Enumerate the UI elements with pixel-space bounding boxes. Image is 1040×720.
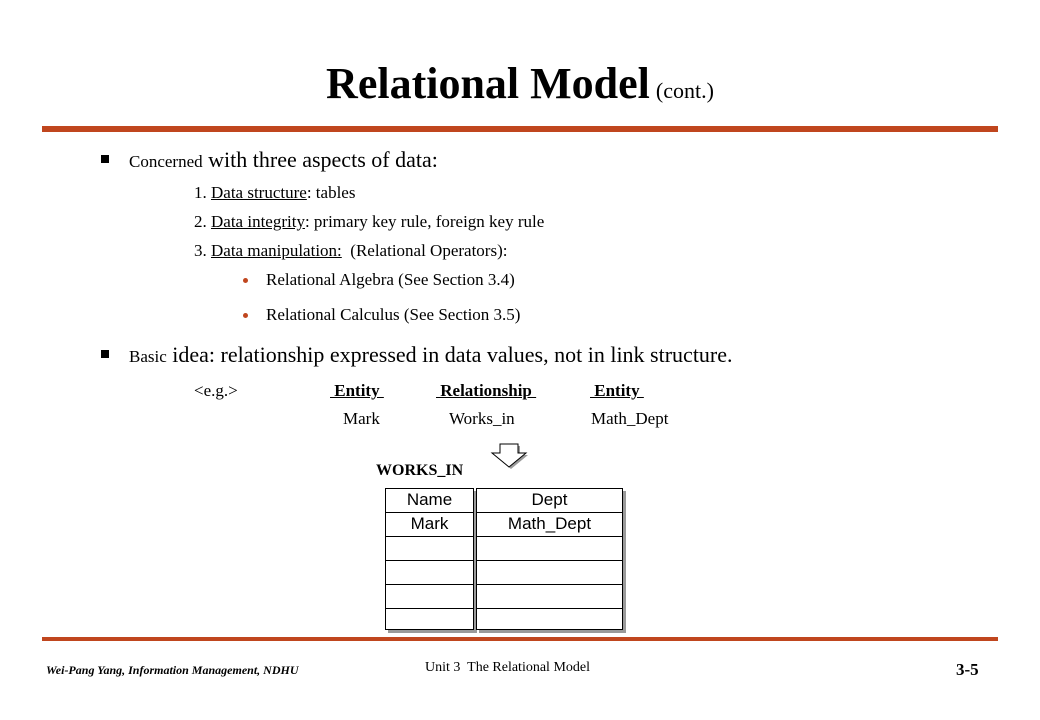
table-cell: Math_Dept <box>477 513 622 537</box>
list-item-2: 2. Data integrity: primary key rule, foreign key rule <box>194 212 545 231</box>
down-arrow-icon <box>490 443 532 473</box>
sub-item-1: Relational Algebra (See Section 3.4) <box>266 270 515 289</box>
table-cell <box>477 585 622 609</box>
table-column-dept <box>476 488 623 630</box>
title-main: Relational Model <box>326 59 650 108</box>
table-cell <box>477 609 622 633</box>
title-sub: (cont.) <box>655 78 714 103</box>
example-header-entity-2: Entity <box>590 381 644 400</box>
dot-bullet-icon <box>243 313 248 318</box>
table-header-dept: Dept <box>477 489 622 513</box>
example-header-entity-1: Entity <box>330 381 384 400</box>
example-value-entity-1: Mark <box>343 409 380 428</box>
table-cell <box>386 537 473 561</box>
table-cell <box>386 585 473 609</box>
table-header-name: Name <box>386 489 473 513</box>
footer-divider <box>42 637 998 641</box>
square-bullet-icon <box>101 155 109 163</box>
page-number: 3-5 <box>956 660 979 679</box>
section1-heading: Concerned with three aspects of data: <box>129 147 438 172</box>
table-cell <box>386 561 473 585</box>
footer-unit: Unit 3 The Relational Model <box>425 660 590 675</box>
slide-title <box>0 58 1040 109</box>
title-divider <box>42 126 998 132</box>
example-header-relationship: Relationship <box>436 381 537 400</box>
table-cell <box>477 561 622 585</box>
sub-item-2: Relational Calculus (See Section 3.5) <box>266 305 521 324</box>
example-label: <e.g.> <box>194 381 238 400</box>
table-name: WORKS_IN <box>376 462 464 479</box>
table-cell <box>477 537 622 561</box>
table-cell <box>386 609 473 633</box>
dot-bullet-icon <box>243 278 248 283</box>
square-bullet-icon <box>101 350 109 358</box>
table-cell: Mark <box>386 513 473 537</box>
table-column-name <box>385 488 474 630</box>
footer-author: Wei-Pang Yang, Information Management, NDHU <box>46 663 299 677</box>
list-item-3: 3. Data manipulation: (Relational Operators): <box>194 241 508 260</box>
section2-heading: Basic idea: relationship expressed in data values, not in link structure. <box>129 342 733 367</box>
example-value-entity-2: Math_Dept <box>591 409 669 428</box>
list-item-1: 1. Data structure: tables <box>194 183 356 202</box>
example-value-relationship: Works_in <box>449 409 515 428</box>
